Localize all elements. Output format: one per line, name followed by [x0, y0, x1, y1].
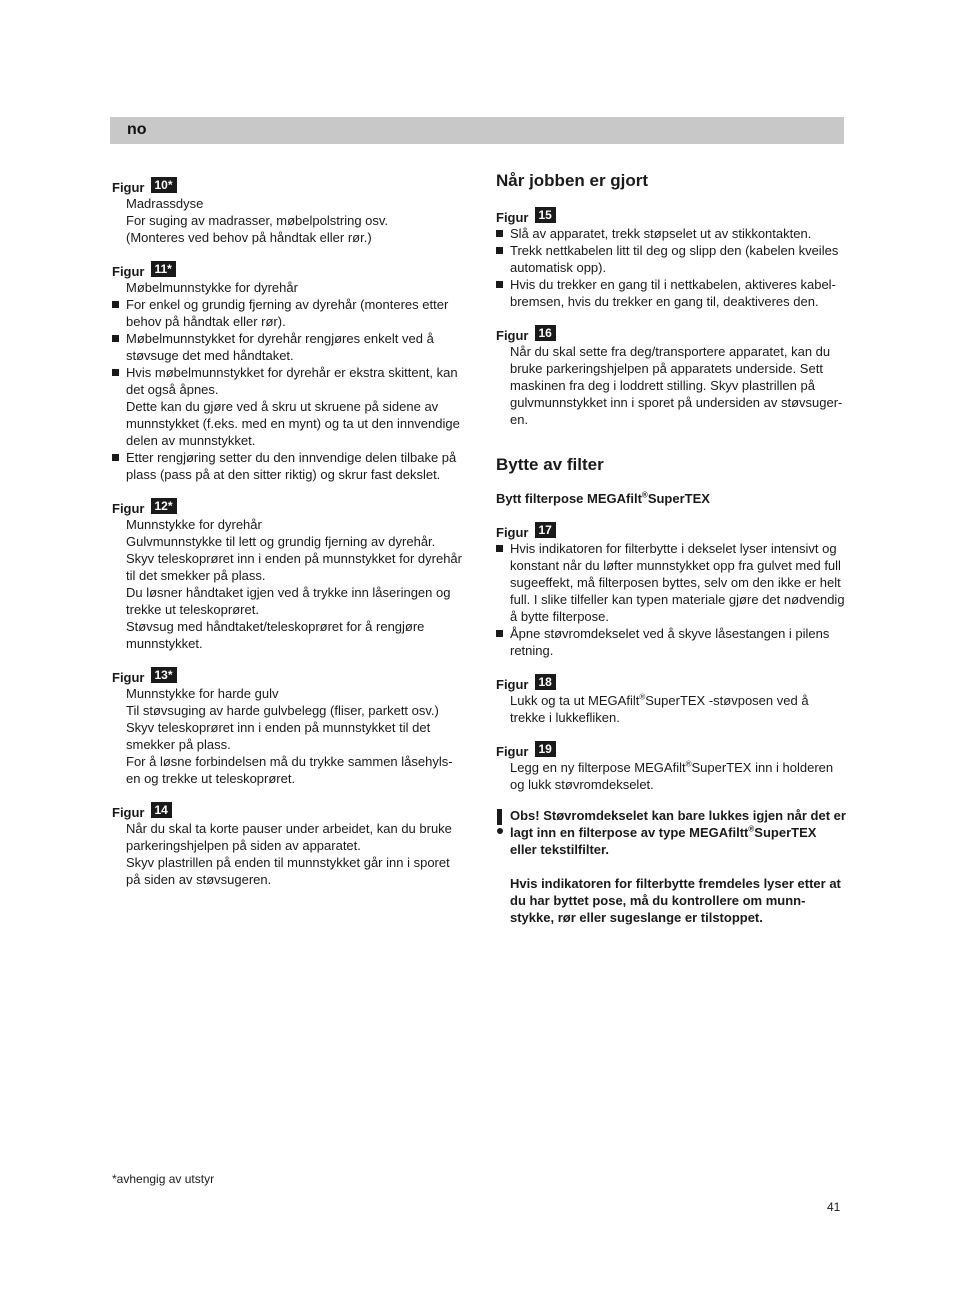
list-item: Slå av apparatet, trekk støpselet ut av stikkontakten.: [496, 225, 846, 242]
warning-note: [496, 807, 846, 926]
bullet-square-icon: [112, 301, 119, 308]
figure-label: Figur: [496, 744, 529, 759]
figure-text: For suging av madrasser, møbelpolstring osv.: [126, 213, 389, 228]
warning-text: Hvis indikatoren for filterbytte fremdeles lyser etter at du har byttet pose, må du kontrollere om munn-stykke, rør eller sugeslange er tilstoppet.: [510, 876, 841, 925]
figure-text: Skyv teleskoprøret inn i enden på munnstykket for dyrehår til det smekker på plass.: [126, 551, 462, 583]
figure-text: (Monteres ved behov på håndtak eller rør.): [126, 230, 372, 245]
figure-text: Legg en ny filterpose MEGAfilt®SuperTEX inn i holderen og lukk støvromdekselet.: [510, 759, 834, 792]
figure-number-badge: 10*: [151, 177, 177, 193]
bullet-square-icon: [496, 230, 503, 237]
figure-label: Figur: [112, 501, 145, 516]
figure-12-block: [112, 497, 462, 652]
figure-number-badge: 18: [535, 674, 556, 690]
language-code: no: [127, 121, 147, 138]
figure-number-badge: 14: [151, 802, 172, 818]
figure-text: Når du skal sette fra deg/transportere apparatet, kan du bruke parkeringshjelpen på apparatets underside. Sett maskinen fra deg i loddrett stilling. Skyv plastrillen på gulvmunnstykket inn i sporet på undersiden av støvsuger-en.: [510, 344, 843, 427]
figure-number-badge: 17: [535, 522, 556, 538]
figure-13-block: [112, 666, 462, 787]
figure-16-block: [496, 324, 846, 428]
section-title: Bytte av filter: [496, 455, 604, 474]
figure-title: Møbelmunnstykke for dyrehår: [126, 280, 298, 295]
section-title: Når jobben er gjort: [496, 171, 649, 190]
figure-text: Støvsug med håndtaket/teleskoprøret for å rengjøre munnstykket.: [126, 619, 425, 651]
subheading: Bytt filterpose MEGAfilt®SuperTEX: [496, 490, 710, 506]
bullet-square-icon: [112, 369, 119, 376]
list-item: Trekk nettkabelen litt til deg og slipp den (kabelen kveiles automatisk opp).: [496, 242, 846, 276]
figure-label: Figur: [112, 805, 145, 820]
exclamation-warning-icon: [496, 809, 503, 835]
figure-text: Lukk og ta ut MEGAfilt®SuperTEX -støvposen ved å trekke i lukkefliken.: [510, 692, 809, 725]
right-column: [496, 170, 846, 943]
figure-number-badge: 15: [535, 207, 556, 223]
footnote: *avhengig av utstyr: [112, 1172, 215, 1186]
figure-text: Til støvsuging av harde gulvbelegg (fliser, parkett osv.): [126, 703, 439, 718]
figure-number-badge: 13*: [151, 667, 177, 683]
figure-11-block: [112, 260, 462, 483]
figure-text: Skyv plastrillen på enden til munnstykket går inn i sporet på siden av støvsugeren.: [126, 855, 450, 887]
figure-text: Du løsner håndtaket igjen ved å trykke inn låseringen og trekke ut teleskoprøret.: [126, 585, 451, 617]
left-column: [112, 176, 462, 902]
list-item: Åpne støvromdekselet ved å skyve låsestangen i pilens retning.: [496, 625, 846, 659]
figure-text: For å løsne forbindelsen må du trykke sammen låsehyls-en og trekke ut teleskoprøret.: [126, 754, 453, 786]
figure-text: Gulvmunnstykke til lett og grundig fjerning av dyrehår.: [126, 534, 436, 549]
figure-title: Madrassdyse: [126, 196, 204, 211]
list-item-continuation: Dette kan du gjøre ved å skru ut skruene på sidene av munnstykket (f.eks. med en mynt) og ta ut den innvendige delen av munnstykket.: [126, 399, 460, 448]
figure-text: Skyv teleskoprøret inn i enden på munnstykket til det smekker på plass.: [126, 720, 431, 752]
figure-label: Figur: [496, 210, 529, 225]
figure-15-block: [496, 206, 846, 310]
bullet-square-icon: [496, 545, 503, 552]
language-header-bar: [110, 117, 844, 144]
page-number: 41: [827, 1200, 841, 1214]
figure-number-badge: 12*: [151, 498, 177, 514]
figure-19-block: [496, 740, 846, 793]
figure-text: Når du skal ta korte pauser under arbeidet, kan du bruke parkeringshjelpen på siden av apparatet.: [126, 821, 452, 853]
figure-number-badge: 11*: [151, 261, 176, 277]
warning-text: Obs! Støvromdekselet kan bare lukkes igjen når det er lagt inn en filterpose av type MEGAfiltt®SuperTEX eller tekstilfilter.: [510, 808, 846, 857]
bullet-square-icon: [496, 247, 503, 254]
bullet-square-icon: [112, 335, 119, 342]
figure-number-badge: 19: [535, 741, 556, 757]
figure-label: Figur: [496, 677, 529, 692]
figure-label: Figur: [112, 264, 145, 279]
figure-label: Figur: [496, 525, 529, 540]
figure-label: Figur: [112, 180, 145, 195]
list-item: Hvis møbelmunnstykket for dyrehår er ekstra skittent, kan det også åpnes. Dette kan du gjøre ved å skru ut skruene på sidene av munnstykket (f.eks. med en mynt) og ta ut den innvendige delen av munnstykket.: [112, 364, 462, 449]
list-item: Møbelmunnstykket for dyrehår rengjøres enkelt ved å støvsuge det med håndtaket.: [112, 330, 462, 364]
figure-title: Munnstykke for harde gulv: [126, 686, 279, 701]
list-item: Hvis du trekker en gang til i nettkabelen, aktiveres kabel-bremsen, hvis du trekker en gang til, deaktiveres den.: [496, 276, 846, 310]
figure-title: Munnstykke for dyrehår: [126, 517, 262, 532]
list-item: Hvis indikatoren for filterbytte i dekselet lyser intensivt og konstant når du løfter munnstykket opp fra gulvet med full sugeeffekt, må filterposen byttes, selv om den ikke er helt full. I slike tilfeller kan typen materiale gjøre det nødvendig å bytte filterpose.: [496, 540, 846, 625]
list-item: Etter rengjøring setter du den innvendige delen tilbake på plass (pass på at den sitter riktig) og skrur fast dekslet.: [112, 449, 462, 483]
bullet-square-icon: [112, 454, 119, 461]
figure-14-block: [112, 801, 462, 888]
bullet-square-icon: [496, 281, 503, 288]
figure-number-badge: 16: [535, 325, 556, 341]
list-item: For enkel og grundig fjerning av dyrehår (monteres etter behov på håndtak eller rør).: [112, 296, 462, 330]
bullet-square-icon: [496, 630, 503, 637]
figure-10-block: [112, 176, 462, 246]
figure-17-block: [496, 521, 846, 659]
figure-label: Figur: [496, 328, 529, 343]
figure-18-block: [496, 673, 846, 726]
figure-label: Figur: [112, 670, 145, 685]
